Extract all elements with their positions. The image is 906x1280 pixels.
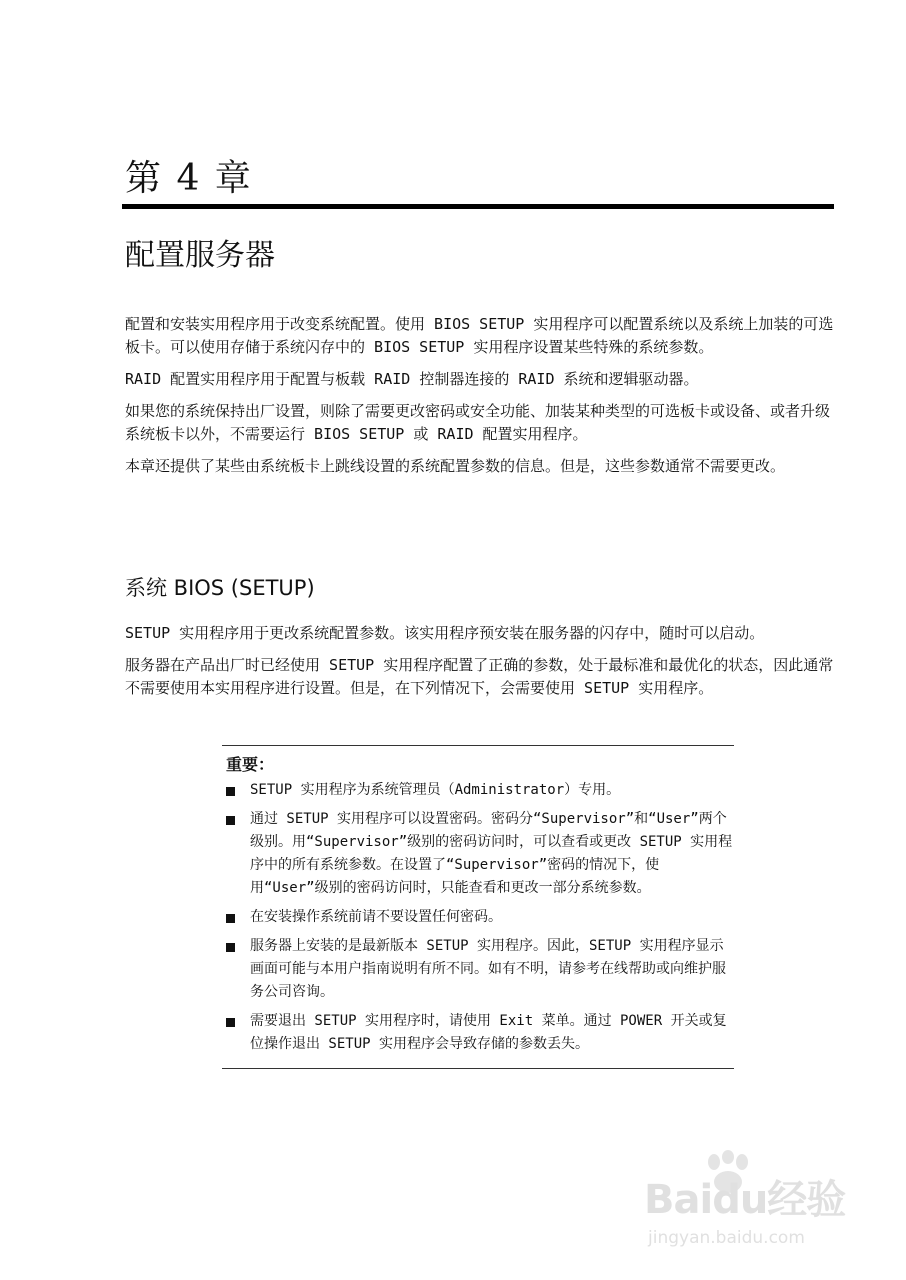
section-paragraph: SETUP 实用程序用于更改系统配置参数。该实用程序预安装在服务器的闪存中，随时可以启动。 [125, 624, 765, 642]
list-item [222, 935, 734, 1004]
list-item-text: 通过 SETUP 实用程序可以设置密码。密码分“Supervisor”和“User”两个级别。用“Supervisor”级别的密码访问时，可以查看或更改 SETUP 实用程序中的所有系统参数。在设置了“Supervisor”密码的情况下，使用“User”级别的密码访问时，只能查看和更改一部分系统参数。 [250, 811, 733, 896]
list-item-text: 在安装操作系统前请不要设置任何密码。 [250, 909, 502, 925]
list-item [222, 906, 734, 929]
intro-paragraph: 配置和安装实用程序用于改变系统配置。使用 BIOS SETUP 实用程序可以配置系统以及系统上加装的可选板卡。可以使用存储于系统闪存中的 BIOS SETUP 实用程序设置某些特殊的系统参数。 [125, 315, 834, 356]
list-item-text: 需要退出 SETUP 实用程序时，请使用 Exit 菜单。通过 POWER 开关或复位操作退出 SETUP 实用程序会导致存储的参数丢失。 [250, 1013, 727, 1052]
important-list [222, 779, 734, 1056]
square-bullet-icon [226, 914, 235, 923]
chapter-rule [122, 204, 834, 209]
intro-paragraph: 如果您的系统保持出厂设置，则除了需要更改密码或安全功能、加装某种类型的可选板卡或设备、或者升级系统板卡以外，不需要运行 BIOS SETUP 或 RAID 配置实用程序。 [125, 402, 831, 443]
square-bullet-icon [226, 787, 235, 796]
square-bullet-icon [226, 943, 235, 952]
list-item [222, 808, 734, 900]
watermark-brand: Baidu经验 [644, 1177, 846, 1223]
important-title: 重要： [226, 755, 275, 774]
square-bullet-icon [226, 1018, 235, 1027]
baidu-watermark [640, 1150, 850, 1260]
list-item-text: SETUP 实用程序为系统管理员（Administrator）专用。 [250, 782, 621, 798]
intro-text [125, 313, 837, 487]
square-bullet-icon [226, 816, 235, 825]
intro-paragraph: RAID 配置实用程序用于配置与板载 RAID 控制器连接的 RAID 系统和逻辑驱动器。 [125, 370, 699, 388]
watermark-url: jingyan.baidu.com [648, 1228, 805, 1248]
list-item-text: 服务器上安装的是最新版本 SETUP 实用程序。因此，SETUP 实用程序显示画面可能与本用户指南说明有所不同。如有不明，请参考在线帮助或向维护服务公司咨询。 [250, 938, 726, 1000]
intro-paragraph: 本章还提供了某些由系统板卡上跳线设置的系统配置参数的信息。但是，这些参数通常不需要更改。 [125, 457, 786, 475]
list-item [222, 1010, 734, 1056]
chapter-heading: 第 4 章 [125, 158, 253, 199]
page-title: 配置服务器 [125, 238, 275, 273]
section-paragraph: 服务器在产品出厂时已经使用 SETUP 实用程序配置了正确的参数，处于最标准和最优化的状态，因此通常不需要使用本实用程序进行设置。但是，在下列情况下，会需要使用 SETUP 实用程序。 [125, 656, 834, 697]
list-item [222, 779, 734, 802]
important-note [222, 745, 734, 1069]
section-title: 系统 BIOS (SETUP) [125, 576, 315, 600]
section-text [125, 622, 837, 709]
